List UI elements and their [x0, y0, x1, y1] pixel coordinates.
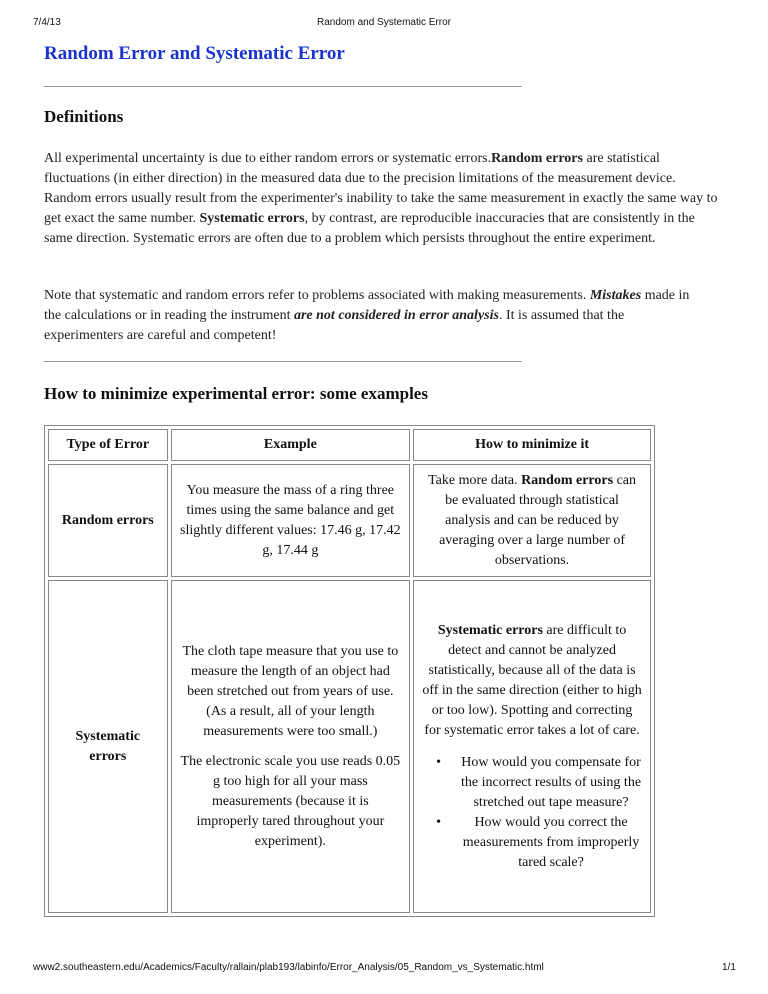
- bullet-icon: •: [436, 814, 441, 830]
- definitions-paragraph: All experimental uncertainty is due to either random errors or systematic errors.Random errors are statistical fluctuations (in either direction) in the measured data due to the precision limitations of the measurement device. Random errors usually result from the experimenter's inability to take the same measurement in exactly the same way to get exact the same number. Systematic errors, by contrast, are reproducible inaccuracies that are consistently in the same direction. Systematic errors are often due to a problem which persists throughout the entire experiment.: [44, 151, 718, 246]
- table-row: [48, 580, 651, 913]
- column-header: How to minimize it: [413, 429, 651, 461]
- column-header: Type of Error: [48, 429, 168, 461]
- table-header-row: [48, 429, 651, 461]
- not-considered-term: are not considered in error analysis: [293, 308, 499, 323]
- note-paragraph: Note that systematic and random errors refer to problems associated with making measurements. Mistakes made in the calculations or in reading the instrument are not considered in error analysis. It is assumed that the experimenters are careful and competent!: [44, 288, 690, 343]
- scale-example: The electronic scale you use reads 0.05 g too high for all your mass measurements (because it is improperly tared throughout your experiment).: [180, 753, 401, 849]
- print-date: 7/4/13: [33, 17, 61, 28]
- page-url: www2.southeastern.edu/Academics/Faculty/rallain/plab193/labinfo/Error_Analysis/05_Random_vs_Systematic.html: [33, 962, 544, 973]
- systematic-how-to-minimize: Systematic errors are difficult to detect and cannot be analyzed statistically, because all of the data is off in the same direction (either to high or too low). Spotting and correcting for systematic error takes a lot of care. • How would you compensate for the incorrect results of using the stretched out tape measure? • How would you correct the measurements from improperly tared scale?: [413, 580, 651, 913]
- page-number: 1/1: [722, 962, 736, 973]
- question-list: [422, 753, 642, 873]
- random-example: You measure the mass of a ring three times using the same balance and get slightly different values: 17.46 g, 17.42 g, 17.44 g: [171, 464, 410, 577]
- definitions-heading: Definitions: [44, 107, 124, 126]
- systematic-errors-term: Systematic errors: [199, 211, 305, 226]
- divider: [44, 361, 522, 362]
- random-errors-term: Random errors: [491, 151, 583, 166]
- print-header-title: Random and Systematic Error: [317, 17, 451, 28]
- list-item: • How would you compensate for the incorrect results of using the stretched out tape measure?: [436, 754, 642, 810]
- systematic-errors-label: Systematic errors: [48, 580, 168, 913]
- tape-measure-example: The cloth tape measure that you use to measure the length of an object had been stretched out from years of use. (As a result, all of your length measurements were too small.): [182, 643, 399, 739]
- table-row: [48, 464, 651, 577]
- column-header: Example: [171, 429, 410, 461]
- error-examples-table: [44, 425, 655, 917]
- mistakes-term: Mistakes: [589, 288, 642, 303]
- random-errors-label: Random errors: [48, 464, 168, 577]
- examples-heading: How to minimize experimental error: some examples: [44, 384, 428, 403]
- random-how-to-minimize: Take more data. Random errors can be evaluated through statistical analysis and can be reduced by averaging over a large number of observations.: [413, 464, 651, 577]
- divider: [44, 86, 522, 87]
- systematic-example: [171, 580, 410, 913]
- list-item: • How would you correct the measurements from improperly tared scale?: [436, 814, 640, 870]
- bullet-icon: •: [436, 754, 441, 770]
- page-title: Random Error and Systematic Error: [44, 43, 345, 64]
